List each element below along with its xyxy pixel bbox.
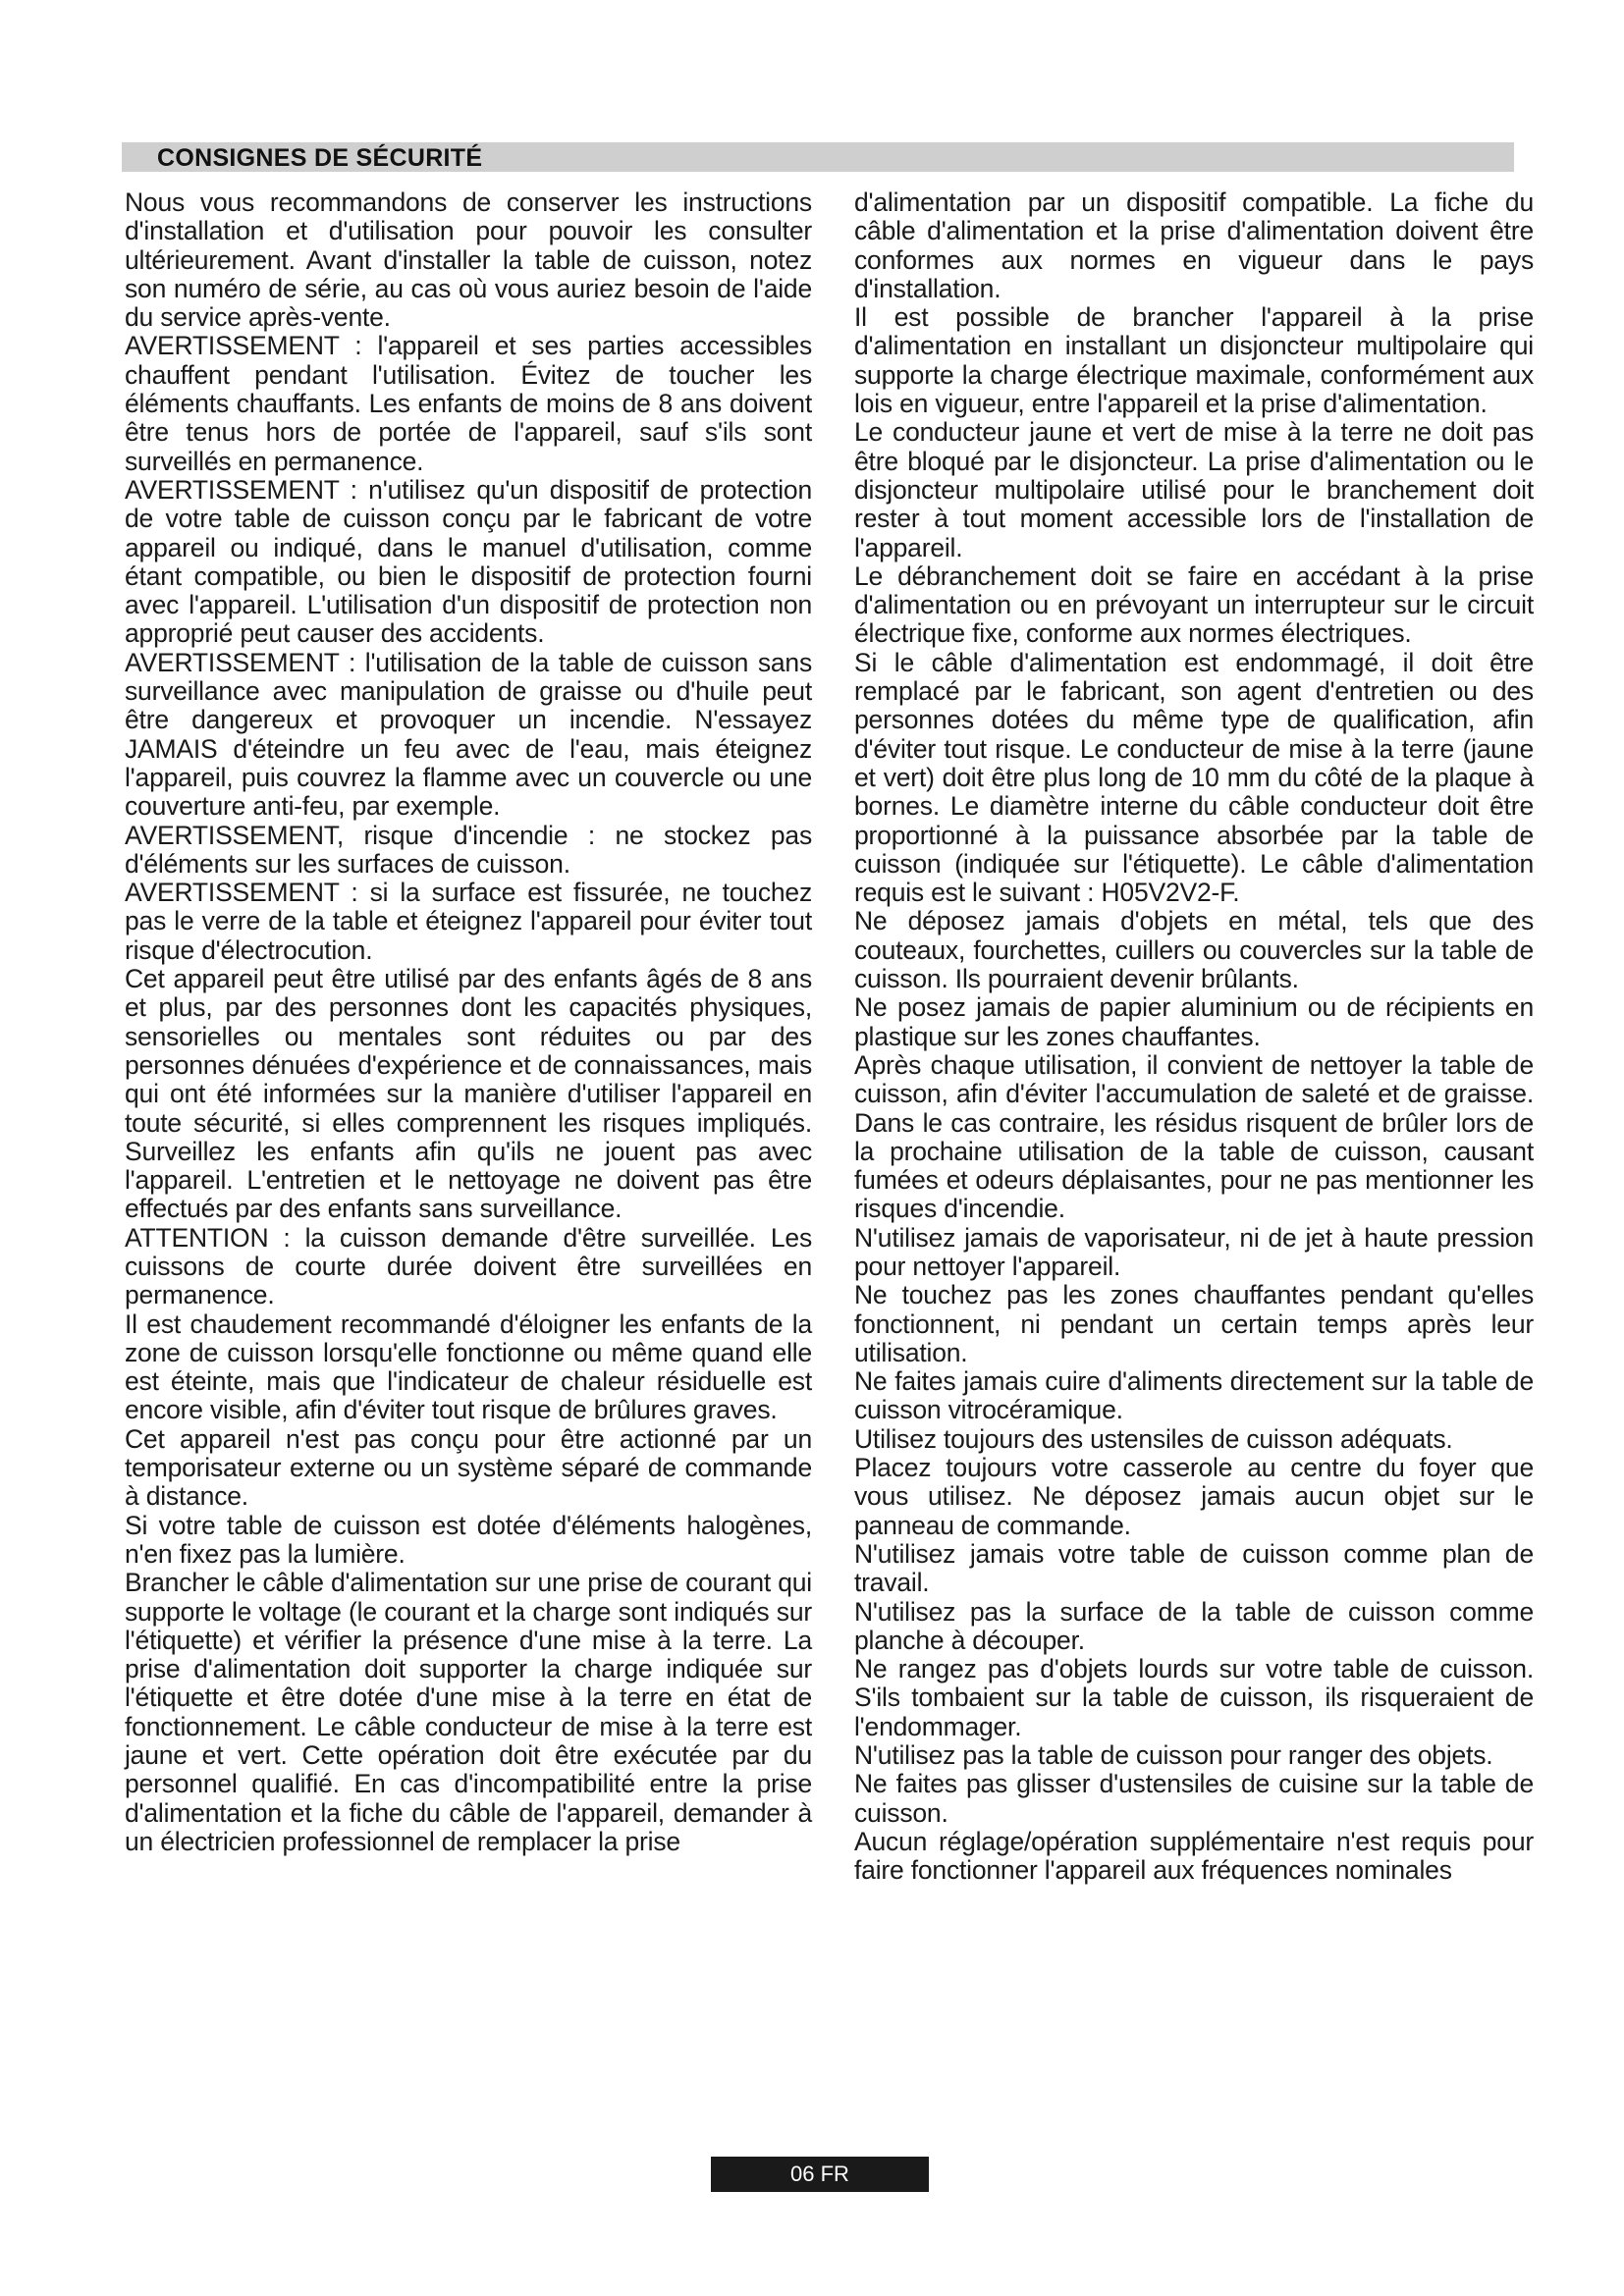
paragraph: Après chaque utilisation, il convient de nettoyer la table de cuisson, afin d'éviter l'accumulation de saleté et de graisse. Dans le cas contraire, les résidus risquent de brûler lors de la prochaine utilisation de la table de cuisson, causant fumées et odeurs déplaisantes, pour ne pas mentionner les risques d'incendie. [854,1049,1534,1224]
page-number: 06 FR [711,2157,929,2192]
paragraph: AVERTISSEMENT, risque d'incendie : ne stockez pas d'éléments sur les surfaces de cuisson. [125,820,812,879]
paragraph: Si le câble d'alimentation est endommagé, il doit être remplacé par le fabricant, son agent d'entretien ou des personnes dotées du même type de qualification, afin d'éviter tout risque. Le conducteur de mise à la terre (jaune et vert) doit être plus long de 10 mm du côté de la plaque à bornes. Le diamètre interne du câble conducteur doit être proportionné à la puissance absorbée par la table de cuisson (indiquée sur l'étiquette). Le câble d'alimentation requis est le suivant : H05V2V2-F. [854,647,1534,908]
paragraph: Cet appareil peut être utilisé par des enfants âgés de 8 ans et plus, par des personnes dont les capacités physiques, sensorielles ou mentales sont réduites ou par des personnes dénuées d'expérience et de connaissances, mais qui ont été informées sur la manière d'utiliser l'appareil en toute sécurité, si elles comprennent les risques impliqués. Surveillez les enfants afin qu'ils ne jouent pas avec l'appareil. L'entretien et le nettoyage ne doivent pas être effectués par des enfants sans surveillance. [125,964,812,1224]
paragraph: Brancher le câble d'alimentation sur une prise de courant qui supporte le voltage (le courant et la charge sont indiqués sur l'étiquette) et vérifier la présence d'une mise à la terre. La prise d'alimentation doit supporter la charge indiquée sur l'étiquette et être dotée d'une mise à la terre en état de fonctionnement. Le câble conducteur de mise à la terre est jaune et vert. Cette opération doit être exécutée par du personnel qualifié. En cas d'incompatibilité entre la prise d'alimentation et la fiche du câble de l'appareil, demander à un électricien professionnel de remplacer la prise [125,1568,812,1856]
paragraph: Cet appareil n'est pas conçu pour être actionné par un temporisateur externe ou un système séparé de commande à distance. [125,1423,812,1512]
paragraph: Il est possible de brancher l'appareil à la prise d'alimentation en installant un disjoncteur multipolaire qui supporte la charge électrique maximale, conformément aux lois en vigueur, entre l'appareil et la prise d'alimentation. [854,302,1534,419]
paragraph: N'utilisez jamais votre table de cuisson comme plan de travail. [854,1538,1534,1598]
paragraph: Nous vous recommandons de conserver les instructions d'installation et d'utilisation pour pouvoir les consulter ultérieurement. Avant d'installer la table de cuisson, notez son numéro de série, au cas où vous auriez besoin de l'aide du service après-vente. [125,187,812,333]
paragraph: Placez toujours votre casserole au centre du foyer que vous utilisez. Ne déposez jamais aucun objet sur le panneau de commande. [854,1453,1534,1540]
paragraph: Il est chaudement recommandé d'éloigner les enfants de la zone de cuisson lorsqu'elle fonctionne ou même quand elle est éteinte, mais que l'indicateur de chaleur résiduelle est encore visible, afin d'éviter tout risque de brûlures graves. [125,1308,812,1425]
right-text-column [854,188,1534,1886]
paragraph: Ne déposez jamais d'objets en métal, tels que des couteaux, fourchettes, cuillers ou couvercles sur la table de cuisson. Ils pourraient devenir brûlants. [854,906,1534,994]
paragraph: Ne faites jamais cuire d'aliments directement sur la table de cuisson vitrocéramique. [854,1366,1534,1425]
paragraph: Le débranchement doit se faire en accédant à la prise d'alimentation ou en prévoyant un interrupteur sur le circuit électrique fixe, conforme aux normes électriques. [854,561,1534,649]
paragraph: Aucun réglage/opération supplémentaire n'est requis pour faire fonctionner l'appareil aux fréquences nominales [854,1826,1534,1886]
paragraph: Ne faites pas glisser d'ustensiles de cuisine sur la table de cuisson. [854,1769,1534,1828]
paragraph: ATTENTION : la cuisson demande d'être surveillée. Les cuissons de courte durée doivent être surveillées en permanence. [125,1222,812,1310]
left-text-column [125,188,812,1856]
paragraph: Ne posez jamais de papier aluminium ou de récipients en plastique sur les zones chauffantes. [854,992,1534,1051]
paragraph: AVERTISSEMENT : l'appareil et ses parties accessibles chauffent pendant l'utilisation. Évitez de toucher les éléments chauffants. Les enfants de moins de 8 ans doivent être tenus hors de portée de l'appareil, sauf s'ils sont surveillés en permanence. [125,331,812,476]
paragraph: d'alimentation par un dispositif compatible. La fiche du câble d'alimentation et la prise d'alimentation doivent être conformes aux normes en vigueur dans le pays d'installation. [854,187,1534,303]
paragraph: Ne rangez pas d'objets lourds sur votre table de cuisson. S'ils tombaient sur la table de cuisson, ils risqueraient de l'endommager. [854,1654,1534,1741]
section-header-bar [122,142,1514,172]
paragraph: AVERTISSEMENT : si la surface est fissurée, ne touchez pas le verre de la table et éteignez l'appareil pour éviter tout risque d'électrocution. [125,878,812,965]
paragraph: Le conducteur jaune et vert de mise à la terre ne doit pas être bloqué par le disjoncteur. La prise d'alimentation ou le disjoncteur multipolaire utilisé pour le branchement doit rester à tout moment accessible lors de l'installation de l'appareil. [854,417,1534,562]
paragraph: AVERTISSEMENT : n'utilisez qu'un dispositif de protection de votre table de cuisson conçu par le fabricant de votre appareil ou indiqué, dans le manuel d'utilisation, comme étant compatible, ou bien le dispositif de protection fourni avec l'appareil. L'utilisation d'un dispositif de protection non approprié peut causer des accidents. [125,474,812,649]
paragraph: Ne touchez pas les zones chauffantes pendant qu'elles fonctionnent, ni pendant un certain temps après leur utilisation. [854,1280,1534,1367]
paragraph: AVERTISSEMENT : l'utilisation de la table de cuisson sans surveillance avec manipulation de graisse ou d'huile peut être dangereux et provoquer un incendie. N'essayez JAMAIS d'éteindre un feu avec de l'eau, mais éteignez l'appareil, puis couvrez la flamme avec un couvercle ou une couverture anti-feu, par exemple. [125,647,812,822]
paragraph: N'utilisez pas la table de cuisson pour ranger des objets. [854,1740,1493,1771]
paragraph: Utilisez toujours des ustensiles de cuisson adéquats. [854,1423,1453,1454]
section-title: CONSIGNES DE SÉCURITÉ [157,144,483,172]
paragraph: N'utilisez pas la surface de la table de cuisson comme planche à découper. [854,1596,1534,1655]
paragraph: N'utilisez jamais de vaporisateur, ni de jet à haute pression pour nettoyer l'appareil. [854,1222,1534,1281]
paragraph: Si votre table de cuisson est dotée d'éléments halogènes, n'en fixez pas la lumière. [125,1510,812,1569]
